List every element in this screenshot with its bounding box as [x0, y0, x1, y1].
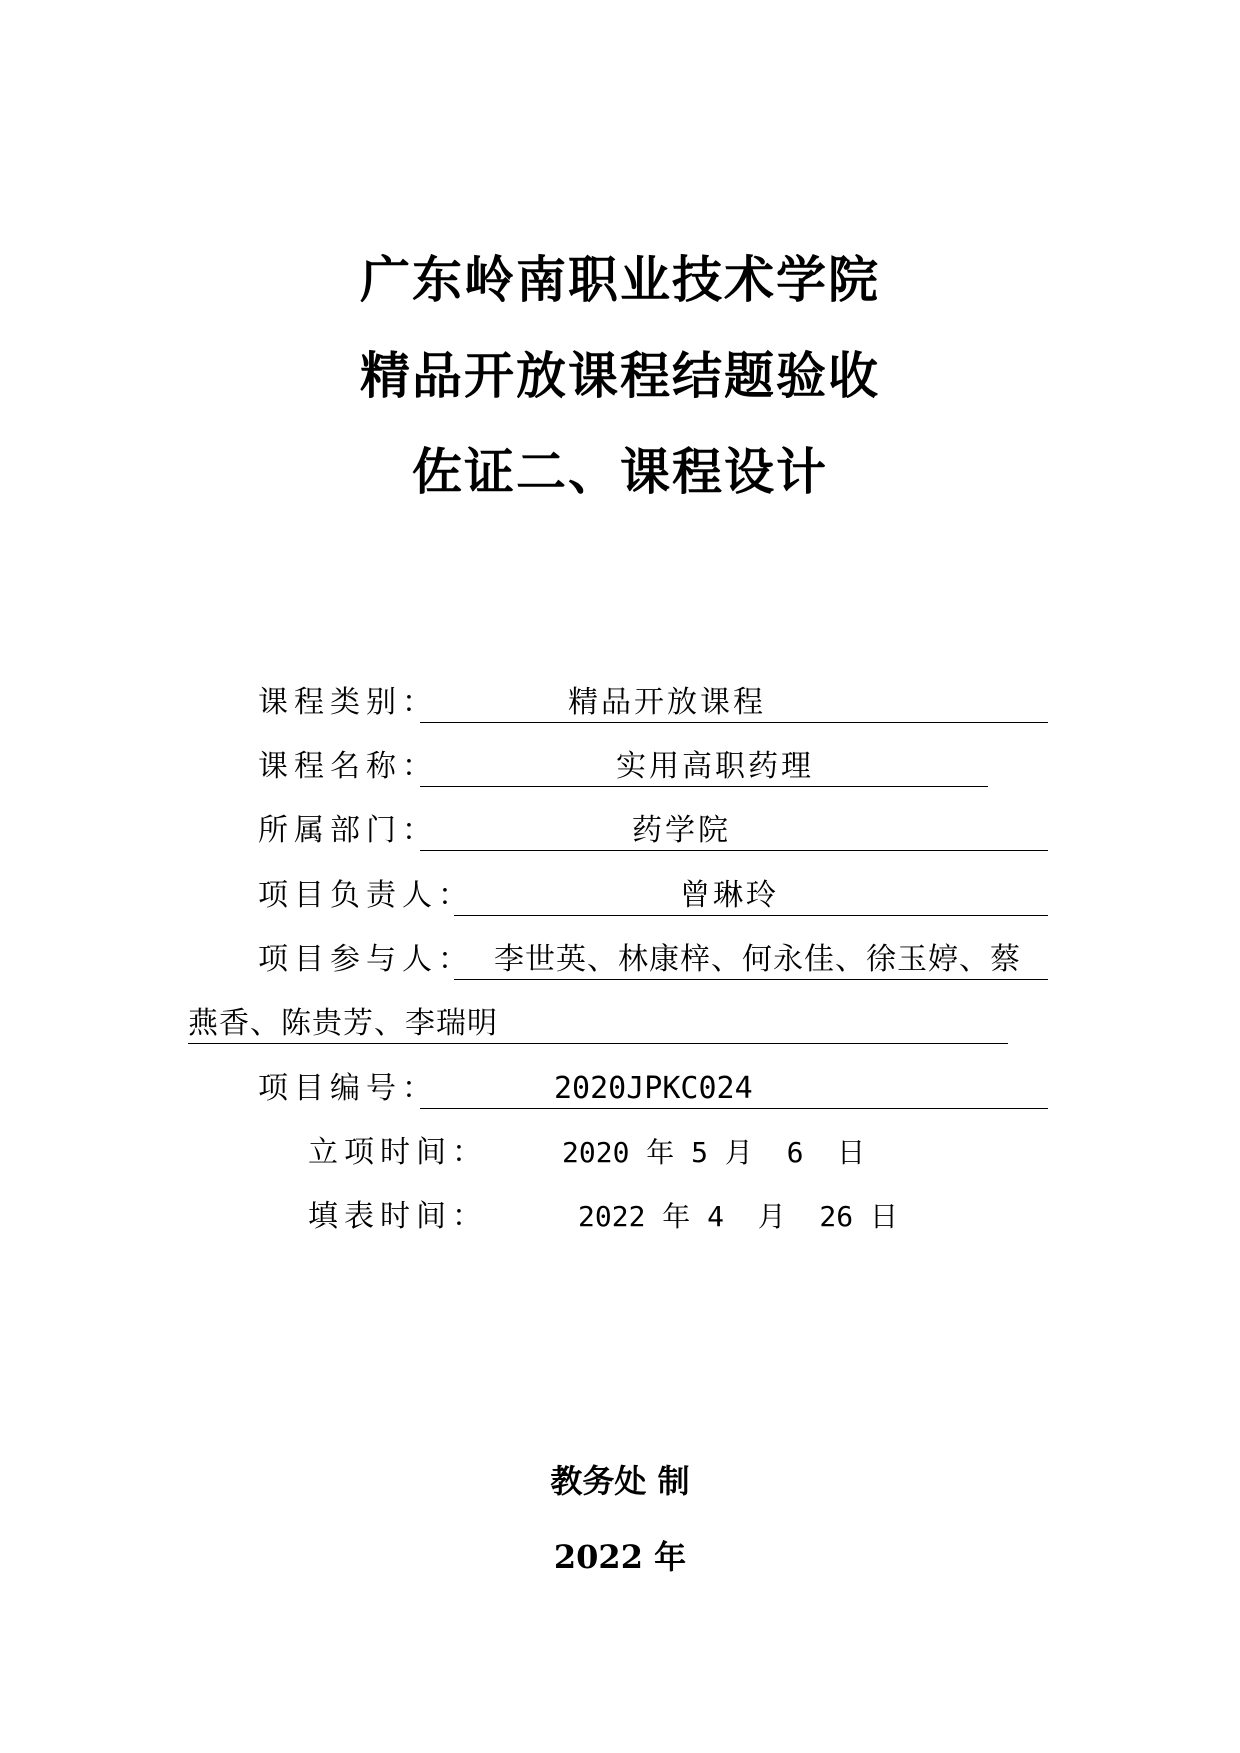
field-value: 李世英、林康梓、何永佳、徐玉婷、蔡	[494, 942, 1021, 977]
field-value: 实用高职药理	[616, 749, 814, 784]
field-participants-continued	[188, 1004, 1008, 1044]
title-section: 佐证二、课程设计	[412, 442, 828, 501]
field-value: 药学院	[632, 813, 731, 848]
field-project-lead	[258, 876, 1048, 916]
field-value: 2020 年 5 月 6 日	[562, 1136, 866, 1169]
footer-issuer: 教务处 制	[550, 1462, 690, 1500]
field-course-name	[258, 747, 988, 787]
field-department	[258, 811, 1048, 851]
field-course-category	[258, 683, 1048, 723]
field-underline	[420, 811, 1048, 851]
field-approval-date	[308, 1133, 868, 1173]
field-label: 课程名称：	[258, 749, 438, 784]
title-institution: 广东岭南职业技术学院	[360, 250, 880, 309]
field-fill-date	[308, 1197, 899, 1237]
field-value: 燕香、陈贵芳、李瑞明	[188, 1006, 498, 1041]
field-value: 2020JPKC024	[554, 1071, 753, 1106]
field-value: 曾琳玲	[680, 878, 779, 913]
title-block	[0, 250, 1240, 543]
field-label: 项目编号：	[258, 1071, 438, 1106]
field-label: 课程类别：	[258, 685, 438, 720]
title-project: 精品开放课程结题验收	[360, 346, 880, 405]
field-project-number	[258, 1069, 1048, 1109]
field-participants	[258, 940, 1048, 980]
field-value: 精品开放课程	[568, 685, 766, 720]
field-label: 所属部门：	[258, 813, 438, 848]
footer-year: 2022 年	[553, 1538, 687, 1576]
field-label: 立项时间：	[308, 1135, 488, 1170]
field-label: 填表时间：	[308, 1199, 488, 1234]
field-value: 2022 年 4 月 26 日	[578, 1200, 899, 1233]
field-label: 项目参与人：	[258, 942, 474, 977]
field-label: 项目负责人：	[258, 878, 474, 913]
